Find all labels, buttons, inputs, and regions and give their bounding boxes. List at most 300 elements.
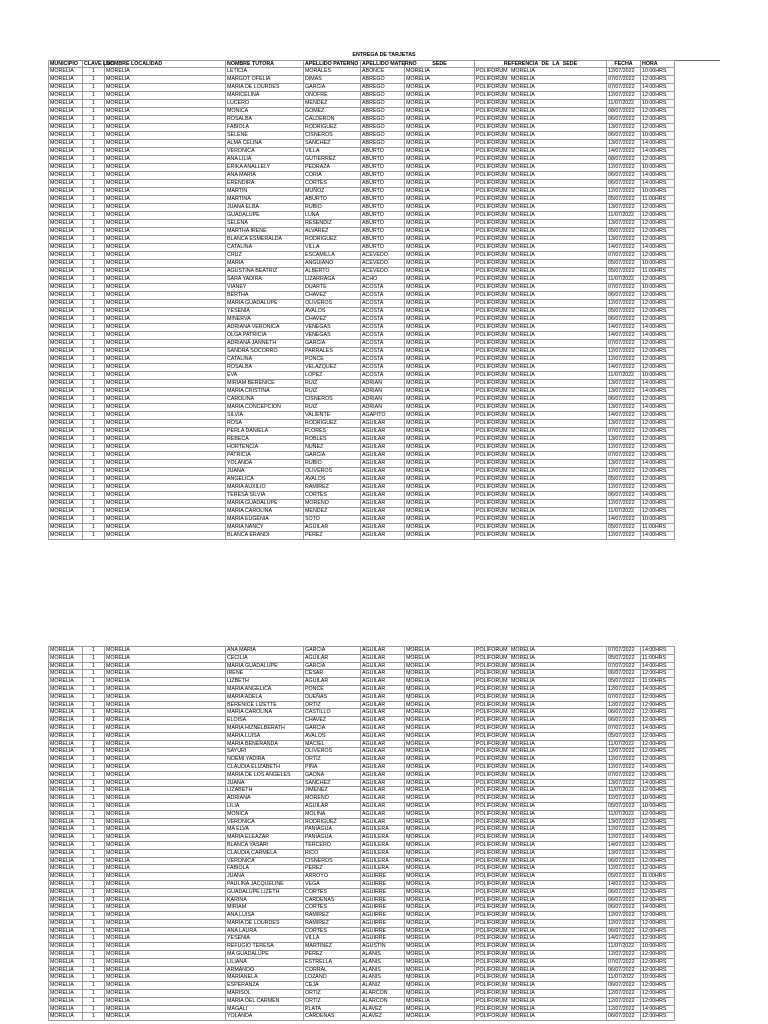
cell-hora: 12:00HRS: [641, 468, 675, 476]
cell-apellido-materno: AGUILAR: [361, 733, 405, 741]
cell-nombre-tutora: JUANA: [226, 780, 304, 788]
cell-fecha: 12/07/2022: [607, 500, 641, 508]
cell-sede: MORELIA: [405, 412, 475, 420]
cell-apellido-paterno: VALIENTE: [304, 412, 361, 420]
cell-nombre-localidad: MORELIA: [105, 204, 226, 212]
cell-referencia-sede: POLIFORUM MORELIA: [475, 308, 607, 316]
cell-referencia-sede: POLIFORUM MORELIA: [475, 196, 607, 204]
cell-apellido-paterno: DUEÑAS: [304, 694, 361, 702]
cell-municipio: MORELIA: [49, 974, 83, 982]
cell-sede: MORELIA: [405, 228, 475, 236]
cell-apellido-materno: ACOSTA: [361, 364, 405, 372]
cell-hora: 14:00HRS: [641, 780, 675, 788]
cell-apellido-materno: AGUIRRE: [361, 873, 405, 881]
cell-apellido-paterno: ORTIZ: [304, 990, 361, 998]
cell-clave-loc: 1: [83, 324, 105, 332]
cell-municipio: MORELIA: [49, 212, 83, 220]
cell-nombre-localidad: MORELIA: [105, 733, 226, 741]
cell-nombre-tutora: ESPERANZA: [226, 982, 304, 990]
cell-apellido-paterno: VILLA: [304, 935, 361, 943]
cell-nombre-tutora: PERLA DANIELA: [226, 428, 304, 436]
cell-municipio: MORELIA: [49, 188, 83, 196]
cell-apellido-materno: AGUILAR: [361, 709, 405, 717]
cell-nombre-localidad: MORELIA: [105, 655, 226, 663]
cell-clave-loc: 1: [83, 982, 105, 990]
table-row: [49, 108, 675, 116]
cell-hora: 11:00HRS: [641, 196, 675, 204]
cell-nombre-tutora: MARIA ADELA: [226, 694, 304, 702]
cell-referencia-sede: POLIFORUM MORELIA: [475, 84, 607, 92]
table-row: [49, 364, 675, 372]
cell-sede: MORELIA: [405, 444, 475, 452]
cell-nombre-localidad: MORELIA: [105, 967, 226, 975]
cell-sede: MORELIA: [405, 244, 475, 252]
table-row: [49, 889, 675, 897]
column-header-municipio: MUNICIPIO: [49, 61, 83, 68]
cell-clave-loc: 1: [83, 92, 105, 100]
cell-nombre-tutora: MARGOT OFELIA: [226, 76, 304, 84]
cell-fecha: 05/07/2022: [607, 196, 641, 204]
cell-apellido-paterno: GARCIA: [304, 725, 361, 733]
cell-nombre-localidad: MORELIA: [105, 694, 226, 702]
cell-apellido-paterno: AGUILAR: [304, 678, 361, 686]
cell-apellido-paterno: GAONA: [304, 772, 361, 780]
cell-sede: MORELIA: [405, 292, 475, 300]
cell-nombre-tutora: MINERVA: [226, 316, 304, 324]
cell-sede: MORELIA: [405, 380, 475, 388]
cell-sede: MORELIA: [405, 316, 475, 324]
table-row: [49, 116, 675, 124]
cell-hora: 12:00HRS: [641, 912, 675, 920]
cell-referencia-sede: POLIFORUM MORELIA: [475, 396, 607, 404]
cell-sede: MORELIA: [405, 236, 475, 244]
table-row: [49, 148, 675, 156]
cell-referencia-sede: POLIFORUM MORELIA: [475, 889, 607, 897]
cell-nombre-localidad: MORELIA: [105, 780, 226, 788]
cell-fecha: 11/07/2022: [607, 372, 641, 380]
cell-nombre-localidad: MORELIA: [105, 348, 226, 356]
cell-hora: 12:00HRS: [641, 116, 675, 124]
cell-apellido-materno: ABREGO: [361, 92, 405, 100]
cell-apellido-paterno: ESCAMILLA: [304, 252, 361, 260]
cell-nombre-localidad: MORELIA: [105, 92, 226, 100]
cell-fecha: 06/07/2022: [607, 858, 641, 866]
cell-municipio: MORELIA: [49, 803, 83, 811]
cell-municipio: MORELIA: [49, 951, 83, 959]
cell-sede: MORELIA: [405, 826, 475, 834]
cell-sede: MORELIA: [405, 436, 475, 444]
cell-fecha: 05/07/2022: [607, 803, 641, 811]
cell-sede: MORELIA: [405, 772, 475, 780]
cell-nombre-tutora: YOLANDA: [226, 460, 304, 468]
cell-fecha: 12/07/2022: [607, 702, 641, 710]
cell-clave-loc: 1: [83, 764, 105, 772]
cell-nombre-localidad: MORELIA: [105, 850, 226, 858]
cell-fecha: 12/07/2022: [607, 468, 641, 476]
table-row: [49, 308, 675, 316]
table-row: [49, 1013, 675, 1021]
cell-hora: 12:00HRS: [641, 364, 675, 372]
cell-referencia-sede: POLIFORUM MORELIA: [475, 148, 607, 156]
cell-sede: MORELIA: [405, 356, 475, 364]
cell-hora: 14:00HRS: [641, 492, 675, 500]
cell-fecha: 06/07/2022: [607, 116, 641, 124]
table-row: [49, 858, 675, 866]
cell-sede: MORELIA: [405, 717, 475, 725]
cell-fecha: 14/07/2022: [607, 148, 641, 156]
cell-apellido-materno: AGUIRRE: [361, 935, 405, 943]
cell-nombre-localidad: MORELIA: [105, 990, 226, 998]
cell-apellido-materno: ACOSTA: [361, 300, 405, 308]
cell-nombre-localidad: MORELIA: [105, 787, 226, 795]
cell-sede: MORELIA: [405, 420, 475, 428]
cell-referencia-sede: POLIFORUM MORELIA: [475, 959, 607, 967]
cell-nombre-tutora: MIRIAM BERENICE: [226, 380, 304, 388]
cell-sede: MORELIA: [405, 220, 475, 228]
cell-municipio: MORELIA: [49, 943, 83, 951]
cell-apellido-paterno: PLATA: [304, 1006, 361, 1014]
cell-fecha: 11/07/2022: [607, 811, 641, 819]
cell-hora: 11:00HRS: [641, 655, 675, 663]
cell-fecha: 13/07/2022: [607, 380, 641, 388]
cell-nombre-tutora: MA ELVA: [226, 826, 304, 834]
cell-sede: MORELIA: [405, 348, 475, 356]
cell-nombre-tutora: JUANA: [226, 873, 304, 881]
table-row: [49, 1006, 675, 1014]
cell-apellido-materno: ABURTO: [361, 204, 405, 212]
cell-nombre-localidad: MORELIA: [105, 100, 226, 108]
cell-referencia-sede: POLIFORUM MORELIA: [475, 204, 607, 212]
cell-municipio: MORELIA: [49, 164, 83, 172]
cell-municipio: MORELIA: [49, 332, 83, 340]
cell-referencia-sede: POLIFORUM MORELIA: [475, 1006, 607, 1014]
cell-nombre-tutora: MARIA DE LOURDES: [226, 84, 304, 92]
cell-sede: MORELIA: [405, 164, 475, 172]
table-row: [49, 904, 675, 912]
cell-apellido-materno: ACOSTA: [361, 340, 405, 348]
cell-hora: 12:00HRS: [641, 920, 675, 928]
cell-apellido-paterno: RUIZ: [304, 380, 361, 388]
cell-apellido-paterno: AGUILAR: [304, 524, 361, 532]
cell-apellido-paterno: ONOFRE: [304, 92, 361, 100]
cell-fecha: 13/07/2022: [607, 436, 641, 444]
cell-nombre-localidad: MORELIA: [105, 356, 226, 364]
table-row: [49, 897, 675, 905]
cell-sede: MORELIA: [405, 92, 475, 100]
cell-fecha: 12/07/2022: [607, 348, 641, 356]
cell-fecha: 06/07/2022: [607, 132, 641, 140]
cell-municipio: MORELIA: [49, 196, 83, 204]
cell-nombre-tutora: NOEMI YADIRA: [226, 756, 304, 764]
cell-nombre-localidad: MORELIA: [105, 928, 226, 936]
cell-nombre-localidad: MORELIA: [105, 316, 226, 324]
cell-hora: 12:00HRS: [641, 292, 675, 300]
cell-fecha: 12/07/2022: [607, 484, 641, 492]
cell-clave-loc: 1: [83, 967, 105, 975]
table-row: [49, 741, 675, 749]
cell-apellido-materno: AGUILAR: [361, 516, 405, 524]
cell-referencia-sede: POLIFORUM MORELIA: [475, 780, 607, 788]
cell-fecha: 12/07/2022: [607, 920, 641, 928]
cell-nombre-localidad: MORELIA: [105, 340, 226, 348]
cell-referencia-sede: POLIFORUM MORELIA: [475, 772, 607, 780]
cell-hora: 12:00HRS: [641, 108, 675, 116]
cell-hora: 11:00HRS: [641, 524, 675, 532]
cell-clave-loc: 1: [83, 943, 105, 951]
cell-nombre-tutora: ANA LILIA: [226, 156, 304, 164]
cell-clave-loc: 1: [83, 476, 105, 484]
cell-apellido-materno: ACOSTA: [361, 332, 405, 340]
cell-sede: MORELIA: [405, 476, 475, 484]
cell-hora: 14:00HRS: [641, 140, 675, 148]
cell-apellido-materno: ALAVEZ: [361, 1006, 405, 1014]
cell-referencia-sede: POLIFORUM MORELIA: [475, 951, 607, 959]
cell-sede: MORELIA: [405, 858, 475, 866]
cell-sede: MORELIA: [405, 982, 475, 990]
cell-hora: 12:00HRS: [641, 436, 675, 444]
cell-municipio: MORELIA: [49, 428, 83, 436]
cell-apellido-materno: AGUILAR: [361, 524, 405, 532]
cell-apellido-materno: AGUILAR: [361, 819, 405, 827]
cell-apellido-paterno: CORTES: [304, 889, 361, 897]
cell-sede: MORELIA: [405, 452, 475, 460]
table-row: [49, 717, 675, 725]
cell-nombre-localidad: MORELIA: [105, 124, 226, 132]
cell-referencia-sede: POLIFORUM MORELIA: [475, 865, 607, 873]
table-row: [49, 756, 675, 764]
cell-municipio: MORELIA: [49, 228, 83, 236]
cell-nombre-localidad: MORELIA: [105, 484, 226, 492]
cell-hora: 12:00HRS: [641, 308, 675, 316]
cell-nombre-tutora: GUADALUPE LIZETH: [226, 889, 304, 897]
cell-clave-loc: 1: [83, 148, 105, 156]
cell-municipio: MORELIA: [49, 982, 83, 990]
cell-nombre-tutora: MARIA GUADALUPE: [226, 500, 304, 508]
cell-clave-loc: 1: [83, 340, 105, 348]
table-row: [49, 873, 675, 881]
cell-apellido-materno: AGUILAR: [361, 741, 405, 749]
cell-municipio: MORELIA: [49, 292, 83, 300]
cell-referencia-sede: POLIFORUM MORELIA: [475, 428, 607, 436]
cell-hora: 12:00HRS: [641, 967, 675, 975]
cell-fecha: 06/07/2022: [607, 180, 641, 188]
cell-apellido-paterno: CISNEROS: [304, 396, 361, 404]
cell-fecha: 12/07/2022: [607, 756, 641, 764]
cell-referencia-sede: POLIFORUM MORELIA: [475, 858, 607, 866]
cell-fecha: 13/07/2022: [607, 850, 641, 858]
cell-apellido-paterno: LUNA: [304, 212, 361, 220]
table-row: [49, 324, 675, 332]
table-row: [49, 188, 675, 196]
cell-clave-loc: 1: [83, 655, 105, 663]
cell-referencia-sede: POLIFORUM MORELIA: [475, 300, 607, 308]
cell-clave-loc: 1: [83, 928, 105, 936]
cell-nombre-tutora: MARIA ANGELICA: [226, 686, 304, 694]
cell-apellido-paterno: SANCHEZ: [304, 140, 361, 148]
cell-clave-loc: 1: [83, 508, 105, 516]
table-row: [49, 663, 675, 671]
cell-hora: 12:00HRS: [641, 889, 675, 897]
cell-clave-loc: 1: [83, 795, 105, 803]
cell-hora: 14:00HRS: [641, 324, 675, 332]
cell-referencia-sede: POLIFORUM MORELIA: [475, 741, 607, 749]
table-row: [49, 460, 675, 468]
table-row: [49, 204, 675, 212]
cell-apellido-paterno: ORTIZ: [304, 998, 361, 1006]
cell-municipio: MORELIA: [49, 148, 83, 156]
table-row: [49, 834, 675, 842]
cell-fecha: 12/07/2022: [607, 912, 641, 920]
cell-apellido-materno: ACOSTA: [361, 348, 405, 356]
cell-nombre-tutora: YOLANDA: [226, 1013, 304, 1021]
cell-referencia-sede: POLIFORUM MORELIA: [475, 260, 607, 268]
cell-hora: 12:00HRS: [641, 508, 675, 516]
cell-municipio: MORELIA: [49, 468, 83, 476]
cell-nombre-tutora: CRUZ: [226, 252, 304, 260]
cell-nombre-tutora: VERONICA: [226, 148, 304, 156]
cell-apellido-paterno: ORTIZ: [304, 702, 361, 710]
cell-nombre-localidad: MORELIA: [105, 516, 226, 524]
cell-hora: 12:00HRS: [641, 787, 675, 795]
cell-nombre-tutora: IRENE: [226, 670, 304, 678]
cell-nombre-localidad: MORELIA: [105, 725, 226, 733]
cell-sede: MORELIA: [405, 881, 475, 889]
cell-referencia-sede: POLIFORUM MORELIA: [475, 476, 607, 484]
cell-referencia-sede: POLIFORUM MORELIA: [475, 1013, 607, 1021]
cell-apellido-paterno: AGUILAR: [304, 803, 361, 811]
table-row: [49, 476, 675, 484]
cell-sede: MORELIA: [405, 678, 475, 686]
cell-sede: MORELIA: [405, 468, 475, 476]
cell-sede: MORELIA: [405, 340, 475, 348]
cell-referencia-sede: POLIFORUM MORELIA: [475, 356, 607, 364]
table-row: [49, 709, 675, 717]
cell-municipio: MORELIA: [49, 68, 83, 76]
cell-apellido-paterno: VELAZQUEZ: [304, 364, 361, 372]
cell-referencia-sede: POLIFORUM MORELIA: [475, 412, 607, 420]
cell-sede: MORELIA: [405, 388, 475, 396]
cell-apellido-paterno: MUÑOZ: [304, 188, 361, 196]
cell-apellido-paterno: CHAVEZ: [304, 292, 361, 300]
cell-apellido-materno: ABURTO: [361, 156, 405, 164]
cell-fecha: 07/07/2022: [607, 647, 641, 655]
cell-nombre-localidad: MORELIA: [105, 524, 226, 532]
cell-clave-loc: 1: [83, 364, 105, 372]
cell-nombre-tutora: MARISOL: [226, 990, 304, 998]
table-row: [49, 764, 675, 772]
cell-nombre-localidad: MORELIA: [105, 468, 226, 476]
cell-sede: MORELIA: [405, 1013, 475, 1021]
cell-nombre-localidad: MORELIA: [105, 959, 226, 967]
cell-hora: 12:00HRS: [641, 156, 675, 164]
cell-hora: 14:00HRS: [641, 834, 675, 842]
cell-fecha: 06/07/2022: [607, 709, 641, 717]
cell-apellido-paterno: RAMIREZ: [304, 484, 361, 492]
cell-referencia-sede: POLIFORUM MORELIA: [475, 244, 607, 252]
cell-apellido-paterno: CORRAL: [304, 967, 361, 975]
cell-referencia-sede: POLIFORUM MORELIA: [475, 132, 607, 140]
cell-apellido-materno: ABURTO: [361, 188, 405, 196]
cell-municipio: MORELIA: [49, 156, 83, 164]
cell-fecha: 05/07/2022: [607, 524, 641, 532]
table-row: [49, 524, 675, 532]
cell-referencia-sede: POLIFORUM MORELIA: [475, 500, 607, 508]
cell-municipio: MORELIA: [49, 756, 83, 764]
cell-sede: MORELIA: [405, 500, 475, 508]
cell-fecha: 11/07/2022: [607, 276, 641, 284]
cell-apellido-materno: AGUILAR: [361, 670, 405, 678]
cell-clave-loc: 1: [83, 412, 105, 420]
table-row: [49, 725, 675, 733]
table-row: [49, 647, 675, 655]
cell-municipio: MORELIA: [49, 873, 83, 881]
cell-referencia-sede: POLIFORUM MORELIA: [475, 897, 607, 905]
cell-nombre-tutora: MARIA CAROLINA: [226, 508, 304, 516]
cell-hora: 12:00HRS: [641, 858, 675, 866]
cell-nombre-tutora: MARTHA IRENE: [226, 228, 304, 236]
cell-sede: MORELIA: [405, 803, 475, 811]
cell-sede: MORELIA: [405, 780, 475, 788]
cell-referencia-sede: POLIFORUM MORELIA: [475, 276, 607, 284]
cell-referencia-sede: POLIFORUM MORELIA: [475, 516, 607, 524]
cell-hora: 12:00HRS: [641, 92, 675, 100]
cell-sede: MORELIA: [405, 912, 475, 920]
cell-clave-loc: 1: [83, 951, 105, 959]
cell-clave-loc: 1: [83, 756, 105, 764]
cell-nombre-tutora: ALMA CELINA: [226, 140, 304, 148]
cell-apellido-paterno: GARCIA: [304, 663, 361, 671]
cell-nombre-tutora: MAGALI: [226, 1006, 304, 1014]
cell-apellido-paterno: CARDENAS: [304, 897, 361, 905]
cell-apellido-materno: ABURTO: [361, 236, 405, 244]
cell-clave-loc: 1: [83, 100, 105, 108]
cell-apellido-materno: ABREGO: [361, 124, 405, 132]
cell-apellido-materno: AGUIRRE: [361, 889, 405, 897]
cell-fecha: 06/07/2022: [607, 292, 641, 300]
cell-apellido-materno: ABREGO: [361, 108, 405, 116]
cell-apellido-paterno: OLIVEROS: [304, 468, 361, 476]
cell-fecha: 14/07/2022: [607, 364, 641, 372]
cell-municipio: MORELIA: [49, 324, 83, 332]
table-row: [49, 959, 675, 967]
cell-nombre-tutora: MA GUADALUPE: [226, 951, 304, 959]
cell-nombre-localidad: MORELIA: [105, 292, 226, 300]
cell-nombre-localidad: MORELIA: [105, 116, 226, 124]
cell-nombre-tutora: CLAUDIA CARMELA: [226, 850, 304, 858]
cell-nombre-tutora: ERENDIRA: [226, 180, 304, 188]
cell-apellido-materno: ACEVEDO: [361, 268, 405, 276]
cell-referencia-sede: POLIFORUM MORELIA: [475, 881, 607, 889]
cell-apellido-materno: AGUILAR: [361, 717, 405, 725]
delivery-table-top: [48, 60, 675, 540]
cell-nombre-tutora: MARICELINA: [226, 92, 304, 100]
cell-nombre-tutora: SARA YADIRA: [226, 276, 304, 284]
cell-clave-loc: 1: [83, 348, 105, 356]
table-row: [49, 468, 675, 476]
cell-clave-loc: 1: [83, 252, 105, 260]
cell-apellido-paterno: CHAVEZ: [304, 717, 361, 725]
cell-municipio: MORELIA: [49, 826, 83, 834]
cell-nombre-localidad: MORELIA: [105, 842, 226, 850]
cell-municipio: MORELIA: [49, 388, 83, 396]
cell-apellido-materno: ABREGO: [361, 84, 405, 92]
table-row: [49, 268, 675, 276]
cell-nombre-tutora: MARIA AUXILIO: [226, 484, 304, 492]
cell-clave-loc: 1: [83, 858, 105, 866]
cell-sede: MORELIA: [405, 124, 475, 132]
cell-hora: 12:00HRS: [641, 702, 675, 710]
cell-referencia-sede: POLIFORUM MORELIA: [475, 756, 607, 764]
